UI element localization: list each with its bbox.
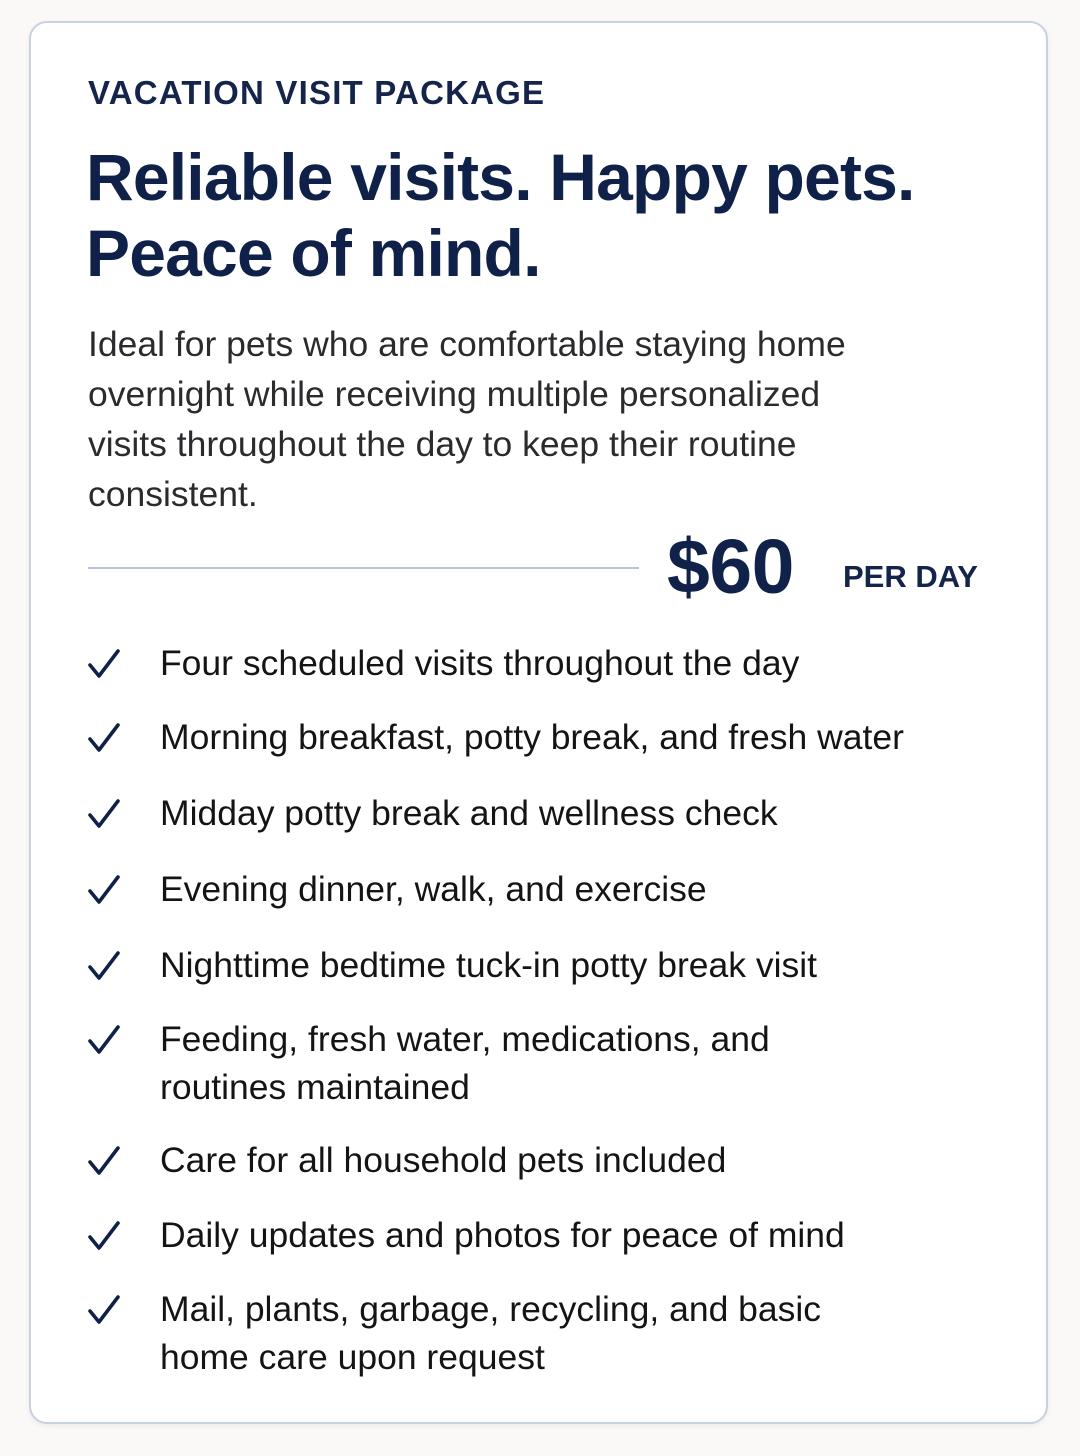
feature-text: Nighttime bedtime tuck-in potty break visit [160, 945, 818, 985]
feature-text: Care for all household pets included [160, 1140, 727, 1180]
package-eyebrow: VACATION VISIT PACKAGE [88, 74, 546, 111]
feature-text: Feeding, fresh water, medications, and routines maintained [160, 1019, 770, 1107]
feature-text: Evening dinner, walk, and exercise [160, 869, 707, 909]
feature-text: Midday potty break and wellness check [160, 793, 778, 833]
feature-text: Morning breakfast, potty break, and fresh water [160, 717, 904, 757]
description-line: visits throughout the day to keep their routine [88, 424, 797, 464]
package-description [88, 319, 968, 519]
check-icon [86, 873, 122, 909]
check-icon [86, 721, 122, 757]
feature-item [86, 1019, 1006, 1133]
headline-line-1: Reliable visits. Happy pets. [86, 140, 915, 214]
package-headline [86, 139, 1036, 291]
price-divider [88, 567, 639, 569]
check-icon [86, 647, 122, 683]
check-icon [86, 949, 122, 985]
description-line: Ideal for pets who are comfortable staying home [88, 324, 846, 364]
description-line: overnight while receiving multiple personalized [88, 374, 821, 414]
description-line: consistent. [88, 474, 258, 514]
check-icon [86, 797, 122, 833]
price-amount: $60 [667, 524, 794, 610]
feature-text: Daily updates and photos for peace of mind [160, 1215, 845, 1255]
check-icon [86, 1144, 122, 1180]
feature-item [86, 1289, 1006, 1403]
package-card [29, 21, 1048, 1424]
check-icon [86, 1293, 122, 1329]
check-icon [86, 1023, 122, 1059]
check-icon [86, 1219, 122, 1255]
headline-line-2: Peace of mind. [86, 216, 541, 290]
feature-text: Four scheduled visits throughout the day [160, 643, 800, 683]
price-unit: PER DAY [843, 559, 978, 594]
feature-text: Mail, plants, garbage, recycling, and basic home care upon request [160, 1289, 822, 1377]
